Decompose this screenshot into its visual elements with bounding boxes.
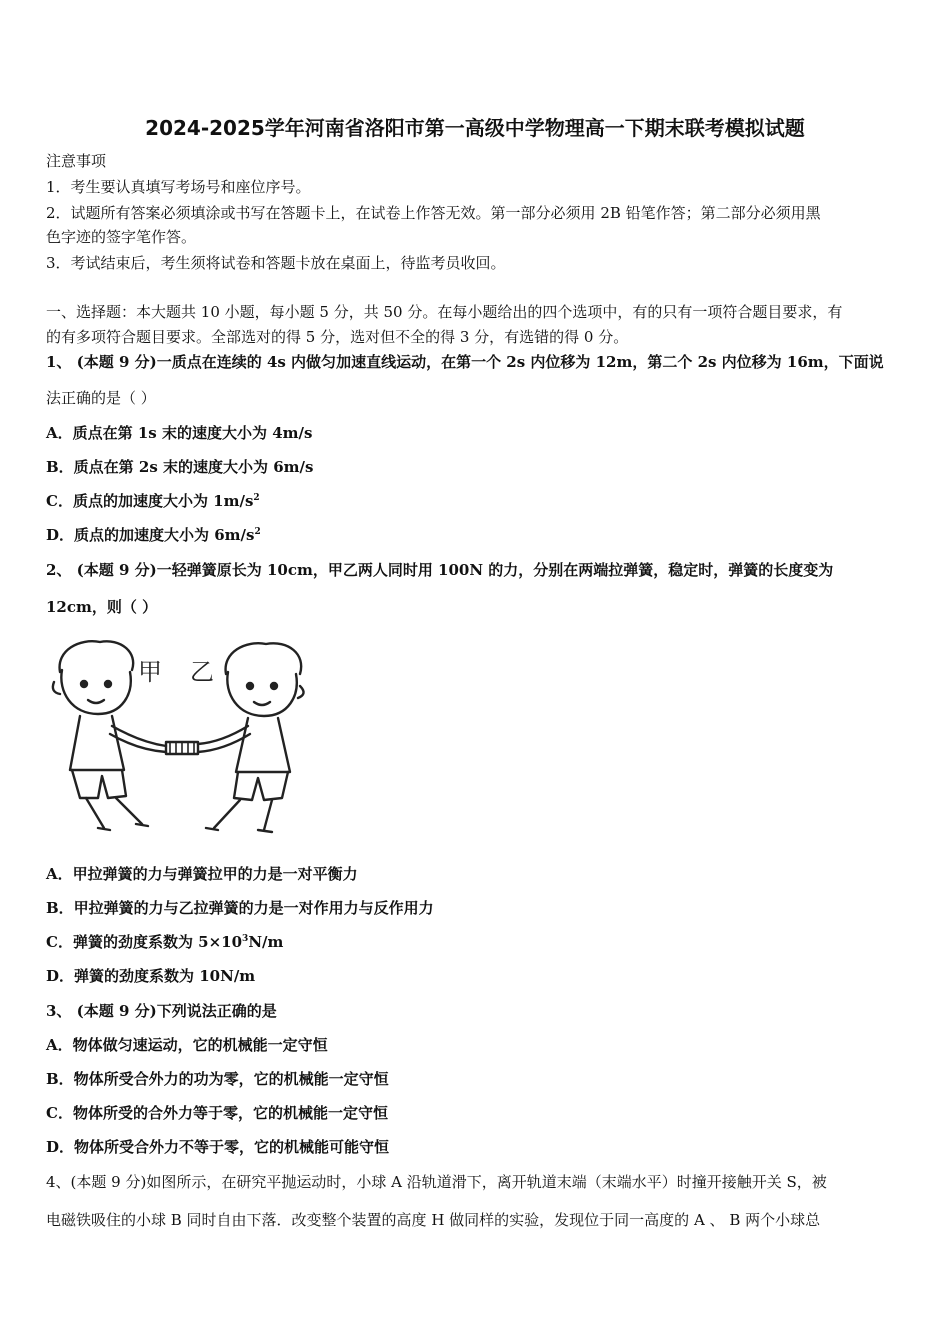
two-boys-spring-figure — [50, 630, 310, 840]
question-2-option-c — [46, 932, 906, 952]
question-2-stem: 2、 (本题 9 分)一轻弹簧原长为 10cm，甲乙两人同时用 100N 的力，分别在两端拉弹簧，稳定时，弹簧的长度变为 — [46, 561, 834, 579]
question-2-stem-cont: 12cm，则（ ） — [46, 598, 158, 616]
right-boy-shirt — [236, 718, 290, 772]
superscript: 3 — [242, 934, 249, 944]
superscript: 2 — [253, 493, 260, 503]
notice-item-3: 3．考试结束后，考生须将试卷和答题卡放在桌面上，待监考员收回。 — [46, 254, 506, 272]
question-1-option-c — [46, 491, 906, 511]
right-boy-ear — [298, 686, 304, 698]
right-boy-arm-upper — [198, 726, 248, 744]
question-3-option-c: C．物体所受的合外力等于零，它的机械能一定守恒 — [46, 1104, 388, 1122]
right-boy-face — [227, 672, 296, 716]
option-d-text: D．质点的加速度大小为 6m/s — [46, 526, 255, 544]
left-boy-hair — [60, 641, 134, 672]
right-boy-mouth — [254, 702, 270, 705]
left-boy-mouth — [88, 700, 104, 703]
left-boy-shirt — [70, 716, 124, 770]
section-instructions-1: 一、选择题：本大题共 10 小题，每小题 5 分，共 50 分。在每小题给出的四个选项中，有的只有一项符合题目要求，有 — [46, 303, 843, 321]
right-boy-hair — [226, 643, 302, 674]
question-1-option-a: A．质点在第 1s 末的速度大小为 4m/s — [46, 424, 313, 442]
label-yi: 乙 — [190, 658, 214, 686]
section-instructions-2: 的有多项符合题目要求。全部选对的得 5 分，选对但不全的得 3 分，有选错的得 0 分。 — [46, 328, 629, 346]
notice-item-1: 1．考生要认真填写考场号和座位序号。 — [46, 178, 311, 196]
question-2-option-a: A．甲拉弹簧的力与弹簧拉甲的力是一对平衡力 — [46, 865, 358, 883]
left-boy-leg — [86, 798, 104, 828]
question-3-option-d: D．物体所受合外力不等于零，它的机械能可能守恒 — [46, 1138, 390, 1156]
question-4-stem-cont: 电磁铁吸住的小球 B 同时自由下落．改变整个装置的高度 H 做同样的实验，发现位于同一高度的 A 、 B 两个小球总 — [46, 1211, 821, 1229]
right-boy-eye — [247, 683, 253, 689]
question-1-stem-cont: 法正确的是（ ） — [46, 389, 156, 407]
left-boy-leg — [116, 798, 142, 824]
left-boy-face — [61, 670, 130, 714]
left-boy-arm-upper — [112, 726, 166, 746]
left-boy-foot — [98, 828, 110, 830]
right-boy-foot — [206, 828, 218, 830]
option-c-text: C．弹簧的劲度系数为 5×10 — [46, 933, 243, 951]
notice-item-2: 2．试题所有答案必须填涂或书写在答题卡上，在试卷上作答无效。第一部分必须用 2B 铅笔作答；第二部分必须用黑 — [46, 204, 821, 222]
label-jia: 甲 — [138, 658, 162, 686]
right-boy-leg — [264, 800, 272, 830]
question-3-option-a: A．物体做匀速运动，它的机械能一定守恒 — [46, 1036, 328, 1054]
question-1-option-d — [46, 525, 906, 545]
question-1-option-b: B．质点在第 2s 末的速度大小为 6m/s — [46, 458, 314, 476]
notice-item-2-cont: 色字迹的签字笔作答。 — [46, 228, 197, 246]
option-c-text: C．质点的加速度大小为 1m/s — [46, 492, 254, 510]
question-1-stem: 1、 (本题 9 分)一质点在连续的 4s 内做匀加速直线运动，在第一个 2s 内位移为 12m，第二个 2s 内位移为 16m，下面说 — [46, 353, 884, 371]
right-boy-shorts — [234, 772, 288, 800]
left-boy-ear — [53, 682, 60, 694]
question-2-option-b: B．甲拉弹簧的力与乙拉弹簧的力是一对作用力与反作用力 — [46, 899, 434, 917]
option-c-unit: N/m — [248, 933, 284, 951]
right-boy-eye — [271, 683, 277, 689]
question-2-option-d: D．弹簧的劲度系数为 10N/m — [46, 967, 256, 985]
notice-heading: 注意事项 — [46, 152, 107, 170]
right-boy-foot — [258, 830, 272, 832]
page-title: 2024-2025学年河南省洛阳市第一高级中学物理高一下期末联考模拟试题 — [145, 116, 805, 140]
left-boy-shorts — [72, 770, 126, 798]
superscript: 2 — [254, 527, 261, 537]
left-boy-eye — [81, 681, 87, 687]
right-boy-leg — [214, 800, 240, 828]
left-boy-eye — [105, 681, 111, 687]
left-boy-foot — [136, 824, 148, 826]
question-3-stem: 3、 (本题 9 分)下列说法正确的是 — [46, 1002, 277, 1020]
question-3-option-b: B．物体所受合外力的功为零，它的机械能一定守恒 — [46, 1070, 389, 1088]
question-4-stem: 4、(本题 9 分)如图所示，在研究平抛运动时，小球 A 沿轨道滑下，离开轨道末端（末端水平）时撞开接触开关 S，被 — [46, 1173, 827, 1191]
spring-coils — [170, 742, 194, 754]
